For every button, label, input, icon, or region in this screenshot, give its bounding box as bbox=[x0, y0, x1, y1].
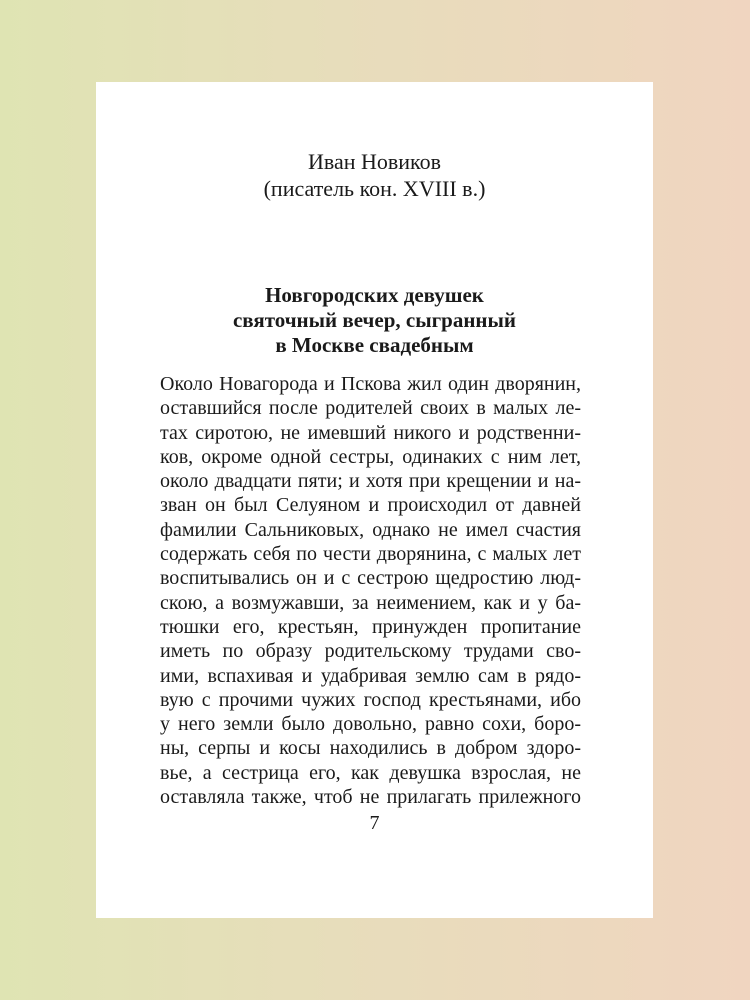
body-text bbox=[160, 372, 581, 809]
author-note: (писатель кон. XVIII в.) bbox=[263, 176, 486, 201]
text-line: ков, окроме одной сестры, одинаких с ним лет, bbox=[160, 445, 581, 468]
text-line: Около Новагорода и Пскова жил один дворянин, bbox=[160, 373, 581, 395]
title-line: святочный вечер, сыгранный bbox=[232, 308, 517, 332]
text-line: содержать себя по чести дворянина, с малых лет bbox=[160, 543, 581, 566]
story-title bbox=[96, 283, 653, 358]
title-line: Новгородских девушек bbox=[265, 283, 484, 307]
text-line: иметь по образу родительскому трудами сво- bbox=[160, 640, 581, 663]
text-line: тюшки его, крестьян, принужден пропитание bbox=[160, 615, 581, 638]
book-page bbox=[96, 82, 653, 918]
text-line: ны, серпы и косы находились в добром здоро- bbox=[160, 737, 581, 760]
text-line: вье, а сестрица его, как девушка взрослая, не bbox=[160, 761, 581, 784]
text-line: около двадцати пяти; и хотя при крещении и на- bbox=[160, 470, 581, 493]
text-line: у него земли было довольно, равно сохи, боро- bbox=[160, 713, 581, 736]
author-name: Иван Новиков bbox=[307, 149, 442, 174]
text-line: зван он был Селуяном и происходил от давней bbox=[160, 494, 581, 517]
text-line: оставшийся после родителей своих в малых ле- bbox=[160, 397, 581, 420]
text-line: оставляла также, чтоб не прилагать прилежного bbox=[160, 786, 581, 809]
text-line: ими, вспахивая и удабривая землю сам в рядо- bbox=[160, 664, 581, 687]
text-line: фамилии Сальниковых, однако не имел счастия bbox=[160, 518, 581, 541]
text-line: скою, а возмужавши, за неимением, как и у ба- bbox=[160, 591, 581, 614]
text-line: вую с прочими чужих господ крестьянами, ибо bbox=[160, 688, 581, 711]
text-line: тах сиротою, не имевший никого и родственни- bbox=[160, 421, 581, 444]
author-block bbox=[96, 148, 653, 202]
title-line: в Москве свадебным bbox=[275, 333, 474, 357]
text-line: воспитывались он и с сестрою щедростию люд- bbox=[160, 567, 581, 590]
page-number: 7 bbox=[369, 812, 380, 834]
